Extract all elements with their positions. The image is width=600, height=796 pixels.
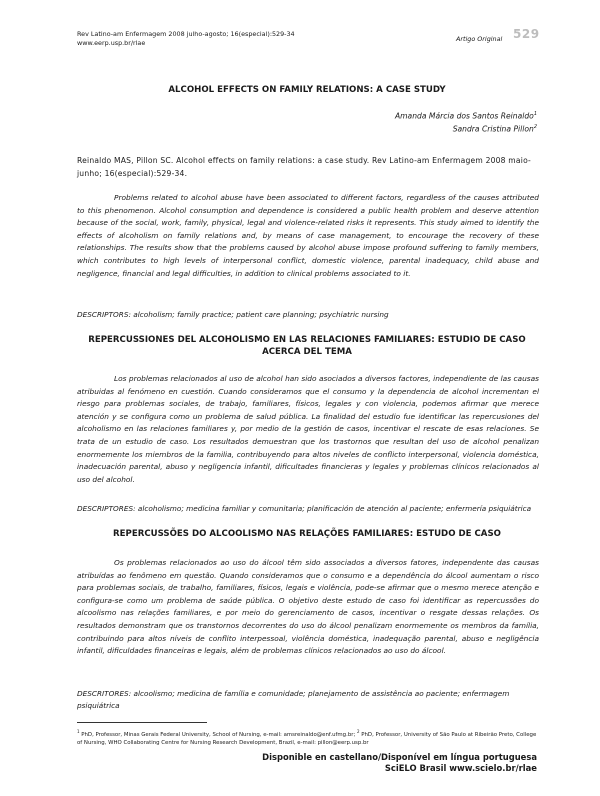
descriptors-spanish: DESCRIPTORES: alcoholismo; medicina familiar y comunitaria; planificación de atención al paciente; enfermería psiquiátrica	[77, 504, 532, 513]
footnote-sup-2: 2	[357, 729, 360, 734]
abstract-portuguese: Os problemas relacionados ao uso do álcool têm sido associados a diversos fatores, independente das causas atribuídas ao fenômeno em questão. Quando consideramos que o consumo e a dependência do álcool aumentam o risco para problemas sociais, de trabalho, familiares, físicos, legais e violência, pode-se afirmar que o mesmo merece atenção e configura-se como um problema de saúde pública. O objetivo deste estudo de caso foi identificar as repercussões do alcoolismo nas relações familiares, e por meio do gerenciamento de casos, incentivar o resgate dessas relações. Os resultados demonstram que os transtornos decorrentes do uso do álcool penalizam enormemente os membros da família, contribuindo para altos níveis de conflito interpessoal, violência doméstica, inadequação parental, abuso e negligência infantil, dificuldades financeiras e legais, além de problemas clínicos relacionados ao uso do álcool.	[77, 558, 539, 656]
availability	[262, 752, 537, 774]
journal-url: www.eerp.usp.br/rlae	[77, 39, 146, 47]
author-2-name: Sandra Cristina Pillon	[452, 124, 534, 134]
article-title: ALCOHOL EFFECTS ON FAMILY RELATIONS: A CASE STUDY	[168, 85, 446, 95]
descriptors-english: DESCRIPTORS: alcoholism; family practice; patient care planning; psychiatric nursing	[77, 310, 389, 319]
author-2	[453, 124, 537, 134]
author-1-name: Amanda Márcia dos Santos Reinaldo	[394, 111, 534, 121]
page-number: 529	[513, 27, 540, 41]
footnote-text-1: PhD, Professor, Minas Gerais Federal University, School of Nursing, e-mail: amsreinaldo@enf.ufmg.br;	[81, 731, 356, 738]
footnote-rule	[77, 722, 207, 723]
running-header	[77, 30, 295, 48]
author-1	[395, 111, 537, 121]
availability-languages: Disponible en castellano/Disponível em língua portuguesa	[262, 752, 537, 762]
footnote-text-2: PhD, Professor, University of São Paulo at Ribeirão Preto, College of Nursing, WHO Collaborating Centre for Nursing Research Development, Brazil, e-mail: pillon@eerp.usp.br	[77, 731, 537, 746]
author-2-sup: 2	[533, 124, 537, 130]
abstract-english: Problems related to alcohol abuse have been associated to different factors, regardless of the causes attributed to this phenomenon. Alcohol consumption and dependence is considered a public health problem and deserve attention because of the social, work, family, physical, legal and violence-related risks it represents. This study aimed to identify the effects of alcoholism on family relations and, by means of case management, to encourage the recovery of these relationships. The results show that the problems caused by alcohol abuse impose profound suffering to family members, which contributes to high levels of interpersonal conflict, domestic violence, parental inadequacy, child abuse and negligence, financial and legal difficulties, in addition to clinical problems associated to it.	[77, 193, 539, 278]
journal-line: Rev Latino-am Enfermagem 2008 julho-agosto; 16(especial):529-34	[77, 30, 295, 38]
footnote-sup-1: 1	[77, 729, 80, 734]
title-portuguese: REPERCUSSÕES DO ALCOOLISMO NAS RELAÇÕES FAMILIARES: ESTUDO DE CASO	[113, 529, 501, 539]
descriptors-portuguese: DESCRITORES: alcoolismo; medicina de família e comunidade; planejamento de assistência ao paciente; enfermagem psiquiátrica	[77, 689, 510, 710]
abstract-spanish: Los problemas relacionados al uso de alcohol han sido asociados a diversos factores, independiente de las causas atribuidas al fenómeno en cuestión. Cuando consideramos que el consumo y la dependencia de alcohol incrementan el riesgo para problemas sociales, de trabajo, familiares, físicos, legales y con violencia, podemos afirmar que merece atención y se configura como un problema de salud pública. La finalidad del estudio fue identificar las repercusiones del alcoholismo en las relaciones familiares y, por medio de la gestión de casos, incentivar el rescate de esas relaciones. Se trata de un estudio de caso. Los resultados demuestran que los trastornos que resultan del uso de alcohol penalizan enormemente los miembros de la familia, contribuyendo para altos niveles de conflicto interpersonal, violencia doméstica, inadecuación parental, abuso y negligencia infantil, dificultades financieras y legales y problemas clínicos relacionados al uso del alcohol.	[77, 374, 539, 484]
title-spanish: REPERCUSSIONES DEL ALCOHOLISMO EN LAS RELACIONES FAMILIARES: ESTUDIO DE CASO ACERCA DEL TEMA	[88, 335, 526, 357]
citation: Reinaldo MAS, Pillon SC. Alcohol effects on family relations: a case study. Rev Latino-am Enfermagem 2008 maio-junho; 16(especial):529-34.	[77, 156, 531, 178]
author-1-sup: 1	[533, 111, 537, 117]
footnote	[77, 728, 539, 747]
availability-scielo: SciELO Brasil www.scielo.br/rlae	[384, 763, 537, 773]
article-type: Artigo Original	[456, 35, 503, 43]
